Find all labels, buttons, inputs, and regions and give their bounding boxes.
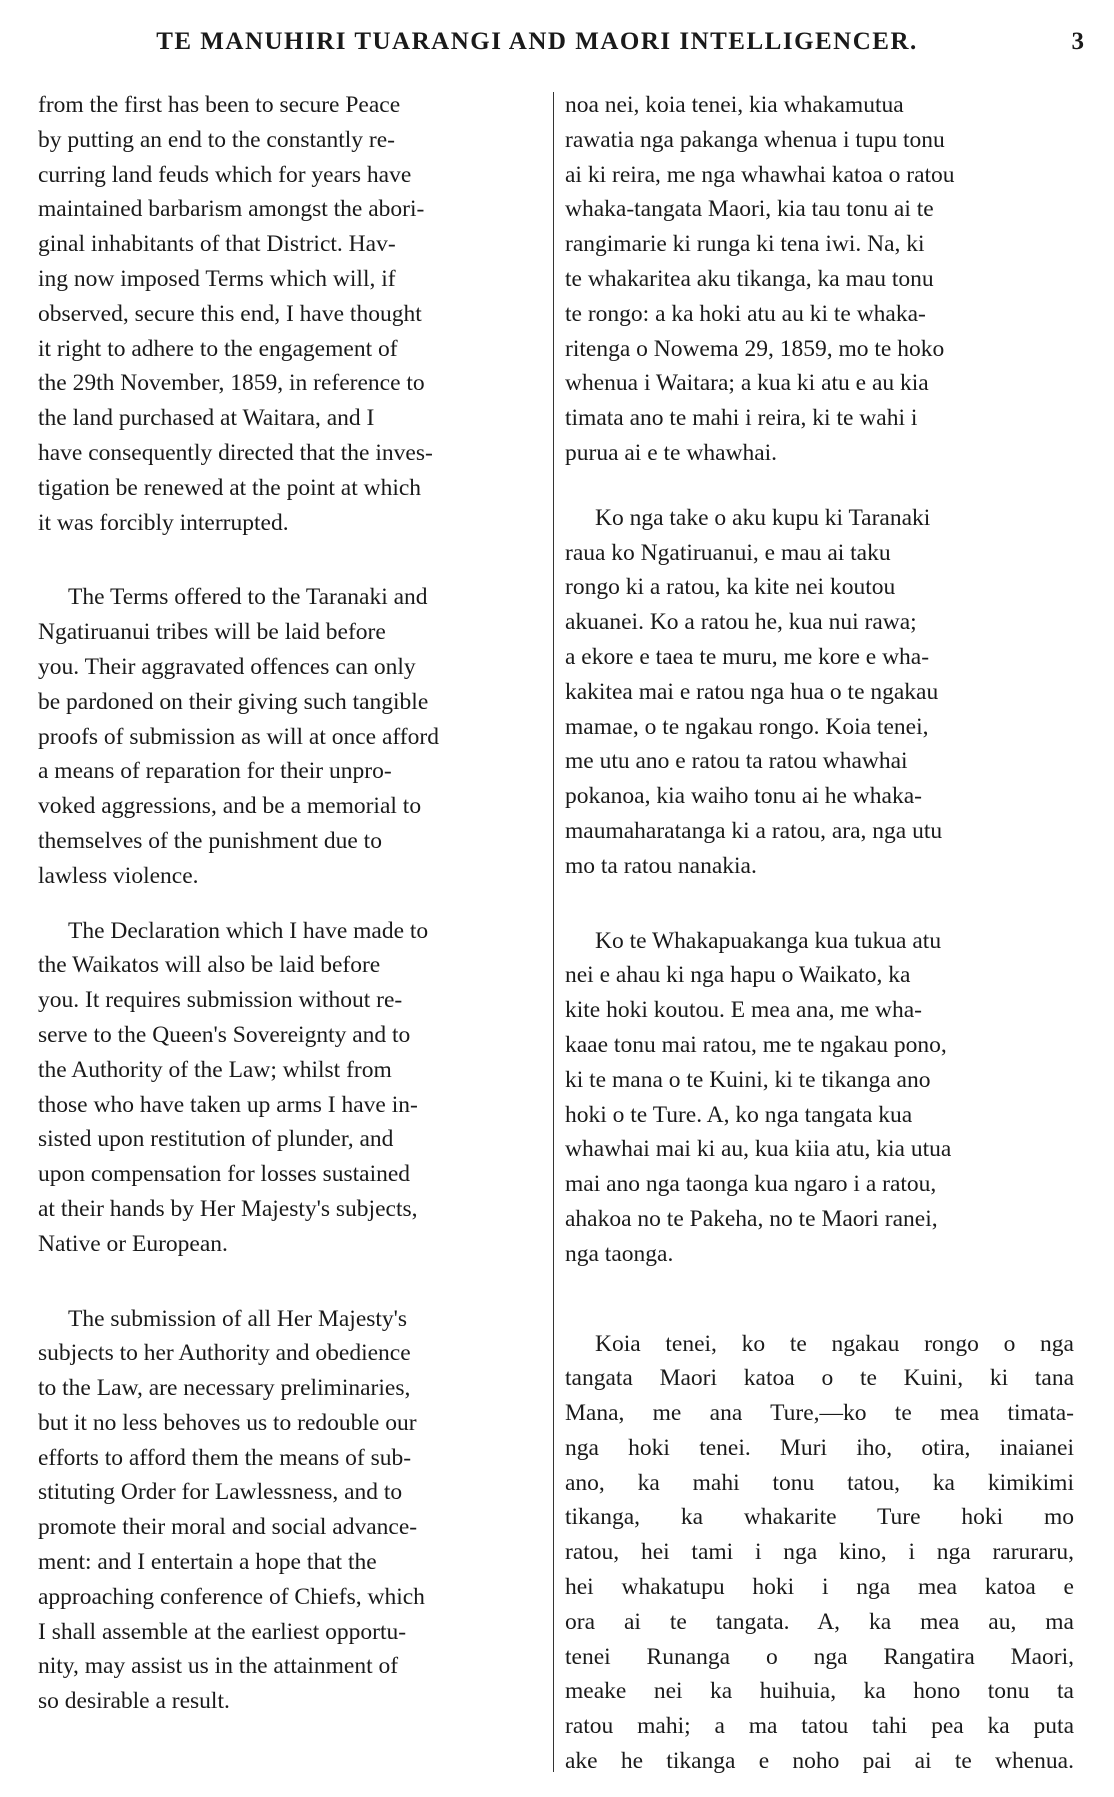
english-paragraph-1: from the first has been to secure Peace by putting an end to the constantly re- curring land feuds which for years have maintained barbarism amongst the abori- ginal inhabitants of that District. Hav- ing now imposed Terms which will, if observed, secure this end, I have thought it right to adhere to the engagement of the 29th November, 1859, in reference to the land purchased at Waitara, and I have consequently directed that the inves- tigation be renewed at the point at which it was forcibly interrupted. [38,92,433,536]
maori-paragraph-2: Ko nga take o aku kupu ki Taranaki raua ko Ngatiruanui, e mau ai taku rongo ki a ratou, ka kite nei koutou akuanei. Ko a ratou he, kua nui rawa; a ekore e taea te muru, me kore e wha- kakitea mai e ratou nga hua o te ngakau mamae, o te ngakau rongo. Koia tenei, me utu ano e ratou ta ratou whawhai pokanoa, kia waiho tonu ai he whaka- maumaharatanga ki a ratou, ara, nga utu mo ta ratou nanakia. [565,504,943,879]
maori-paragraph-3: Ko te Whakapuakanga kua tukua atu nei e ahau ki nga hapu o Waikato, ka kite hoki koutou. E mea ana, me wha- kaae tonu mai ratou, me te ngakau pono, ki te mana o te Kuini, ki te tikanga ano hoki o te Ture. A, ko nga tangata kua whawhai mai ki au, kua kiia atu, kia utua mai ano nga taonga kua ngaro i a ratou, ahakoa no te Pakeha, no te Maori ranei, nga taonga. [565,927,952,1267]
maori-paragraph-1: noa nei, koia tenei, kia whakamutua rawatia nga pakanga whenua i tupu tonu ai ki reira, me nga whawhai katoa o ratou whaka-tangata Maori, kia tau tonu ai te rangimarie ki runga ki tena iwi. Na, ki te whakaritea aku tikanga, ka mau tonu te rongo: a ka hoki atu au ki te whaka- ritenga o Nowema 29, 1859, mo te hoko whenua i Waitara; a kua ki atu e au kia timata ano te mahi i reira, ki te wahi i purua ai e te whawhai. [565,92,955,466]
maori-column [565,88,1074,1779]
page-title: TE MANUHIRI TUARANGI AND MAORI INTELLIGENCER. [156,28,918,55]
maori-paragraph-4: Koia tenei, ko te ngakau rongo o nga tangata Maori katoa o te Kuini, ki tana Mana, me ana Ture,—ko te mea timata- nga hoki tenei. Muri iho, otira, inaianei ano, ka mahi tonu tatou, ka kimikimi tikanga, ka whakarite Ture hoki mo ratou, hei tami i nga kino, i nga raruraru, hei whakatupu hoki i nga mea katoa e ora ai te tangata. A, ka mea au, ma tenei Runanga o nga Rangatira Maori, meake nei ka huihuia, ka hono tonu ta ratou mahi; a ma tatou tahi pea ka puta ake he tikanga e noho pai ai te whenua. [565,1330,1074,1775]
english-paragraph-3: The Declaration which I have made to the Waikatos will also be laid before you. It requires submission without re- serve to the Queen's Sovereignty and to the Authority of the Law; whilst from those who have taken up arms I have in- sisted upon restitution of plunder, and upon compensation for losses sustained at their hands by Her Majesty's subjects, Native or European. [38,917,429,1257]
english-column [38,88,546,1719]
english-paragraph-2: The Terms offered to the Taranaki and Ngatiruanui tribes will be laid before you. Their aggravated offences can only be pardoned on their giving such tangible proofs of submission as will at once afford a means of reparation for their unpro- voked aggressions, and be a memorial to themselves of the punishment due to lawless violence. [38,584,439,889]
english-paragraph-4: The submission of all Her Majesty's subjects to her Authority and obedience to the Law, are necessary preliminaries, but it no less behoves us to redouble our efforts to afford them the means of sub- stituting Order for Lawlessness, and to promote their moral and social advance- ment: and I entertain a hope that the approaching conference of Chiefs, which I shall assemble at the earliest opportu- nity, may assist us in the attainment of so desirable a result. [38,1305,425,1715]
running-header [30,12,1084,62]
column-divider [553,92,554,1772]
page-number: 3 [1071,28,1084,55]
